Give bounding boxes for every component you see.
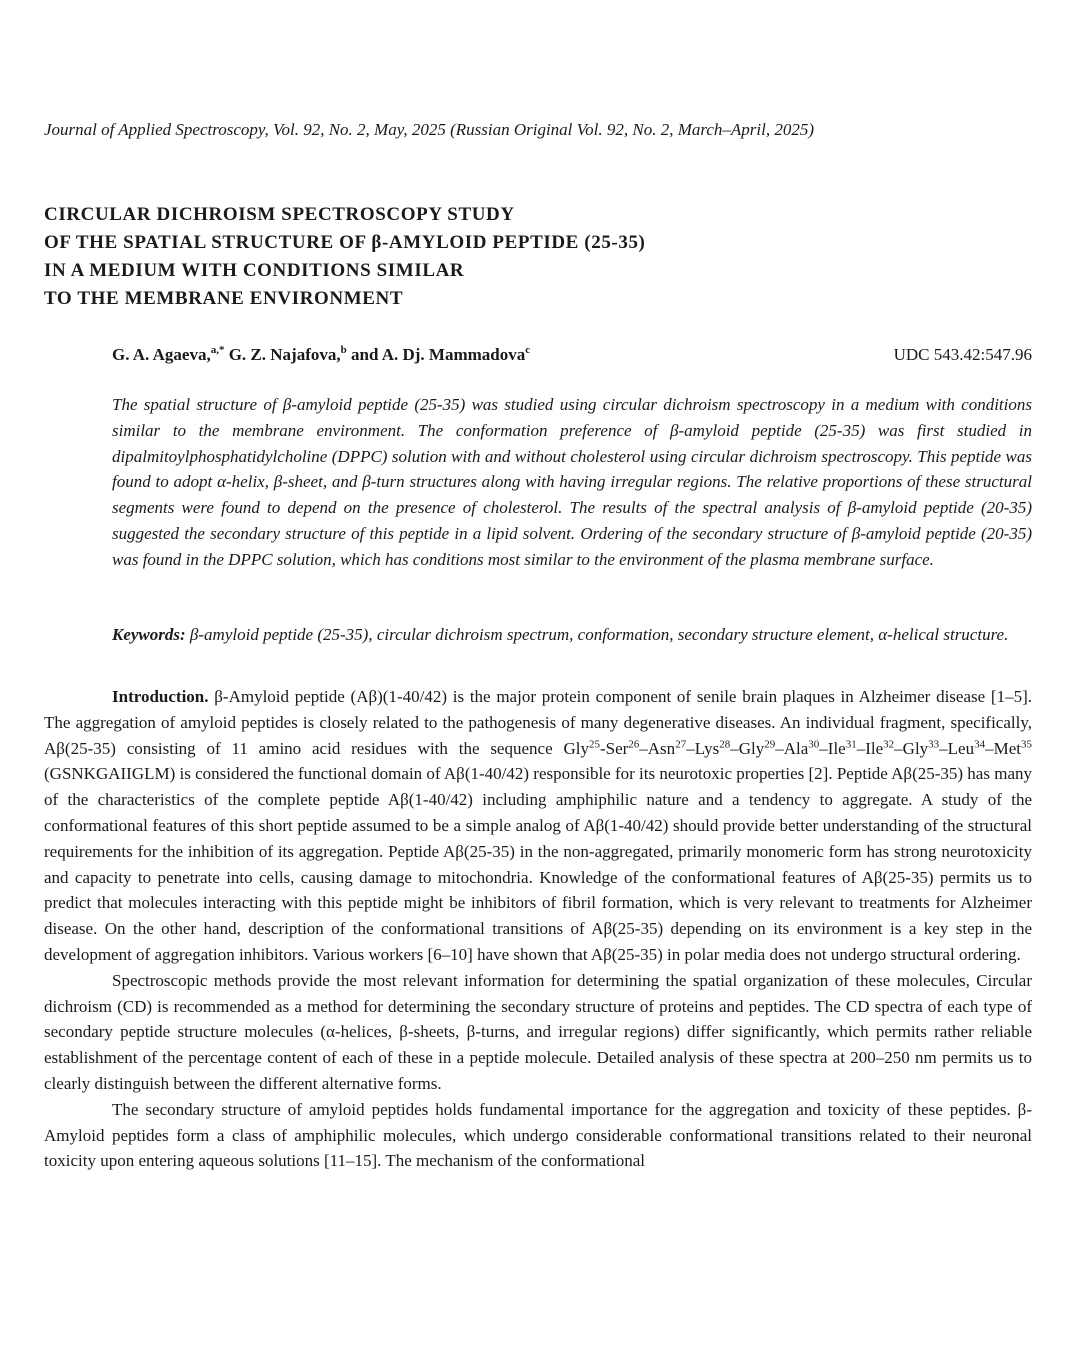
author-name: G. A. Agaeva, bbox=[112, 345, 211, 364]
residue-number: 31 bbox=[845, 737, 857, 750]
residue-name: Leu bbox=[947, 738, 975, 758]
title-line: IN A MEDIUM WITH CONDITIONS SIMILAR bbox=[44, 260, 465, 281]
keywords bbox=[112, 622, 1032, 648]
residue-number: 35 bbox=[1021, 737, 1032, 750]
affiliation-marker: c bbox=[525, 344, 531, 356]
residue-name: Ile bbox=[865, 738, 884, 758]
residue-separator: – bbox=[939, 738, 948, 758]
keywords-text: β-amyloid peptide (25-35), circular dichroism spectrum, conformation, secondary structure element, α-helical structure. bbox=[185, 625, 1009, 644]
author-name: and A. Dj. Mammadova bbox=[346, 345, 526, 364]
section-heading: Introduction. bbox=[112, 687, 209, 706]
residue-number: 26 bbox=[628, 737, 640, 750]
residue-separator: – bbox=[730, 738, 739, 758]
residue-number: 28 bbox=[719, 737, 731, 750]
residue-number: 30 bbox=[808, 737, 820, 750]
title-line: CIRCULAR DICHROISM SPECTROSCOPY STUDY bbox=[44, 204, 515, 225]
residue-name: Ser bbox=[605, 738, 629, 758]
residue-name: Ile bbox=[827, 738, 846, 758]
affiliation-marker: b bbox=[340, 344, 347, 356]
residue-number: 34 bbox=[974, 737, 986, 750]
residue-name: Met bbox=[993, 738, 1021, 758]
title-line: TO THE MEMBRANE ENVIRONMENT bbox=[44, 288, 404, 309]
udc-code: UDC 543.42:547.96 bbox=[893, 345, 1032, 364]
residue-separator: – bbox=[819, 738, 828, 758]
residue-name: Lys bbox=[694, 738, 720, 758]
paragraph: The secondary structure of amyloid peptides holds fundamental importance for the aggregation and toxicity of these peptides. β-Amyloid peptides form a class of amphiphilic molecules, which undergo considerable conformational transitions related to their neuronal toxicity upon entering aqueous solutions [11–15]. The mechanism of the conformational bbox=[44, 1099, 1032, 1171]
paragraph-text: (GSNKGAIIGLM) is considered the functional domain of Aβ(1-40/42) responsible for its neurotoxic properties [2]. Peptide Aβ(25-35) has many of the characteristics of the complete peptide Aβ(1-40/42) including amphiphilic nature and a tendency to aggregate. A study of the conformational features of this short peptide assumed to be a simple analog of Aβ(1-40/42) should provide better understanding of the structural requirements for the inhibition of its aggregation. Peptide Aβ(25-35) in the non-aggregated, primarily monomeric form has strong neurotoxicity and capacity to penetrate into cells, causing damage to mitochondria. Knowledge of the conformational features of Aβ(25-35) permits us to predict that molecules interacting with this peptide might be inhibitors of fibril formation, which is very relevant to treatments for Alzheimer disease. On the other hand, description of the conformational transitions of Aβ(25-35) depending on its environment is a key step in the development of aggregation inhibitors. Various workers [6–10] have shown that Aβ(25-35) in polar media does not undergo structural ordering. bbox=[44, 764, 1032, 964]
author-line bbox=[112, 342, 1032, 368]
residue-name: Gly bbox=[563, 738, 589, 758]
keywords-label: Keywords: bbox=[112, 625, 186, 644]
residue-separator: – bbox=[894, 738, 903, 758]
abstract: The spatial structure of β-amyloid peptide (25-35) was studied using circular dichroism spectroscopy in a medium with conditions similar to the membrane environment. The conformation preference of β-amyloid peptide (25-35) was first studied in dipalmitoylphosphatidylcholine (DPPC) solution with and without cholesterol using circular dichroism spectroscopy. This peptide was found to adopt α-helix, β-sheet, and β-turn structures along with having irregular regions. The relative proportions of these structural segments were found to depend on the presence of cholesterol. The results of the spectral analysis of β-amyloid peptide (20-35) suggested the secondary structure of this peptide in a lipid solvent. Ordering of the secondary structure of β-amyloid peptide (20-35) was found in the DPPC solution, which has conditions most similar to the environment of the plasma membrane surface. bbox=[112, 395, 1032, 569]
journal-citation: Journal of Applied Spectroscopy, Vol. 92, No. 2, May, 2025 (Russian Original Vol. 92, No. 2, March–April, 2025) bbox=[44, 120, 814, 139]
author-names bbox=[112, 345, 530, 364]
paragraph: Spectroscopic methods provide the most relevant information for determining the spatial organization of these molecules, Circular dichroism (CD) is recommended as a method for determining the secondary structure of proteins and peptides. The CD spectra of each type of secondary peptide structure molecules (α-helices, β-sheets, β-turns, and irregular regions) differ significantly, which permits rather reliable establishment of the percentage content of each of these in a peptide molecule. Detailed analysis of these spectra at 200–250 nm permits us to clearly distinguish between the different alternative forms. bbox=[44, 970, 1032, 1093]
residue-name: Gly bbox=[738, 738, 765, 758]
residue-number: 25 bbox=[588, 737, 600, 750]
residue-separator: - bbox=[599, 738, 606, 758]
residue-separator: – bbox=[775, 738, 784, 758]
residue-name: Gly bbox=[902, 738, 929, 758]
amino-acid-sequence bbox=[563, 739, 1032, 758]
residue-number: 29 bbox=[764, 737, 776, 750]
residue-separator: – bbox=[985, 738, 994, 758]
body-text bbox=[44, 684, 1032, 1174]
paragraph-introduction bbox=[44, 684, 1032, 968]
residue-number: 27 bbox=[675, 737, 687, 750]
residue-number: 33 bbox=[928, 737, 940, 750]
residue-name: Ala bbox=[783, 738, 809, 758]
residue-separator: – bbox=[639, 738, 648, 758]
title-line: OF THE SPATIAL STRUCTURE OF β-AMYLOID PEPTIDE (25-35) bbox=[44, 232, 646, 253]
affiliation-marker: a,* bbox=[210, 344, 225, 356]
paragraph-text: β-Amyloid peptide (Aβ)(1-40/42) is the major protein component of senile brain plaques in Alzheimer disease [1–5]. The aggregation of amyloid peptides is closely related to the pathogenesis of many degenerative diseases. An individual fragment, specifically, Aβ(25-35) consisting of 11 amino acid residues with the sequence bbox=[44, 687, 1032, 758]
residue-separator: – bbox=[686, 738, 695, 758]
author-name: G. Z. Najafova, bbox=[224, 345, 341, 364]
residue-separator: – bbox=[856, 738, 866, 758]
residue-name: Asn bbox=[647, 738, 676, 758]
residue-number: 32 bbox=[883, 737, 895, 750]
paper-title bbox=[44, 201, 944, 313]
